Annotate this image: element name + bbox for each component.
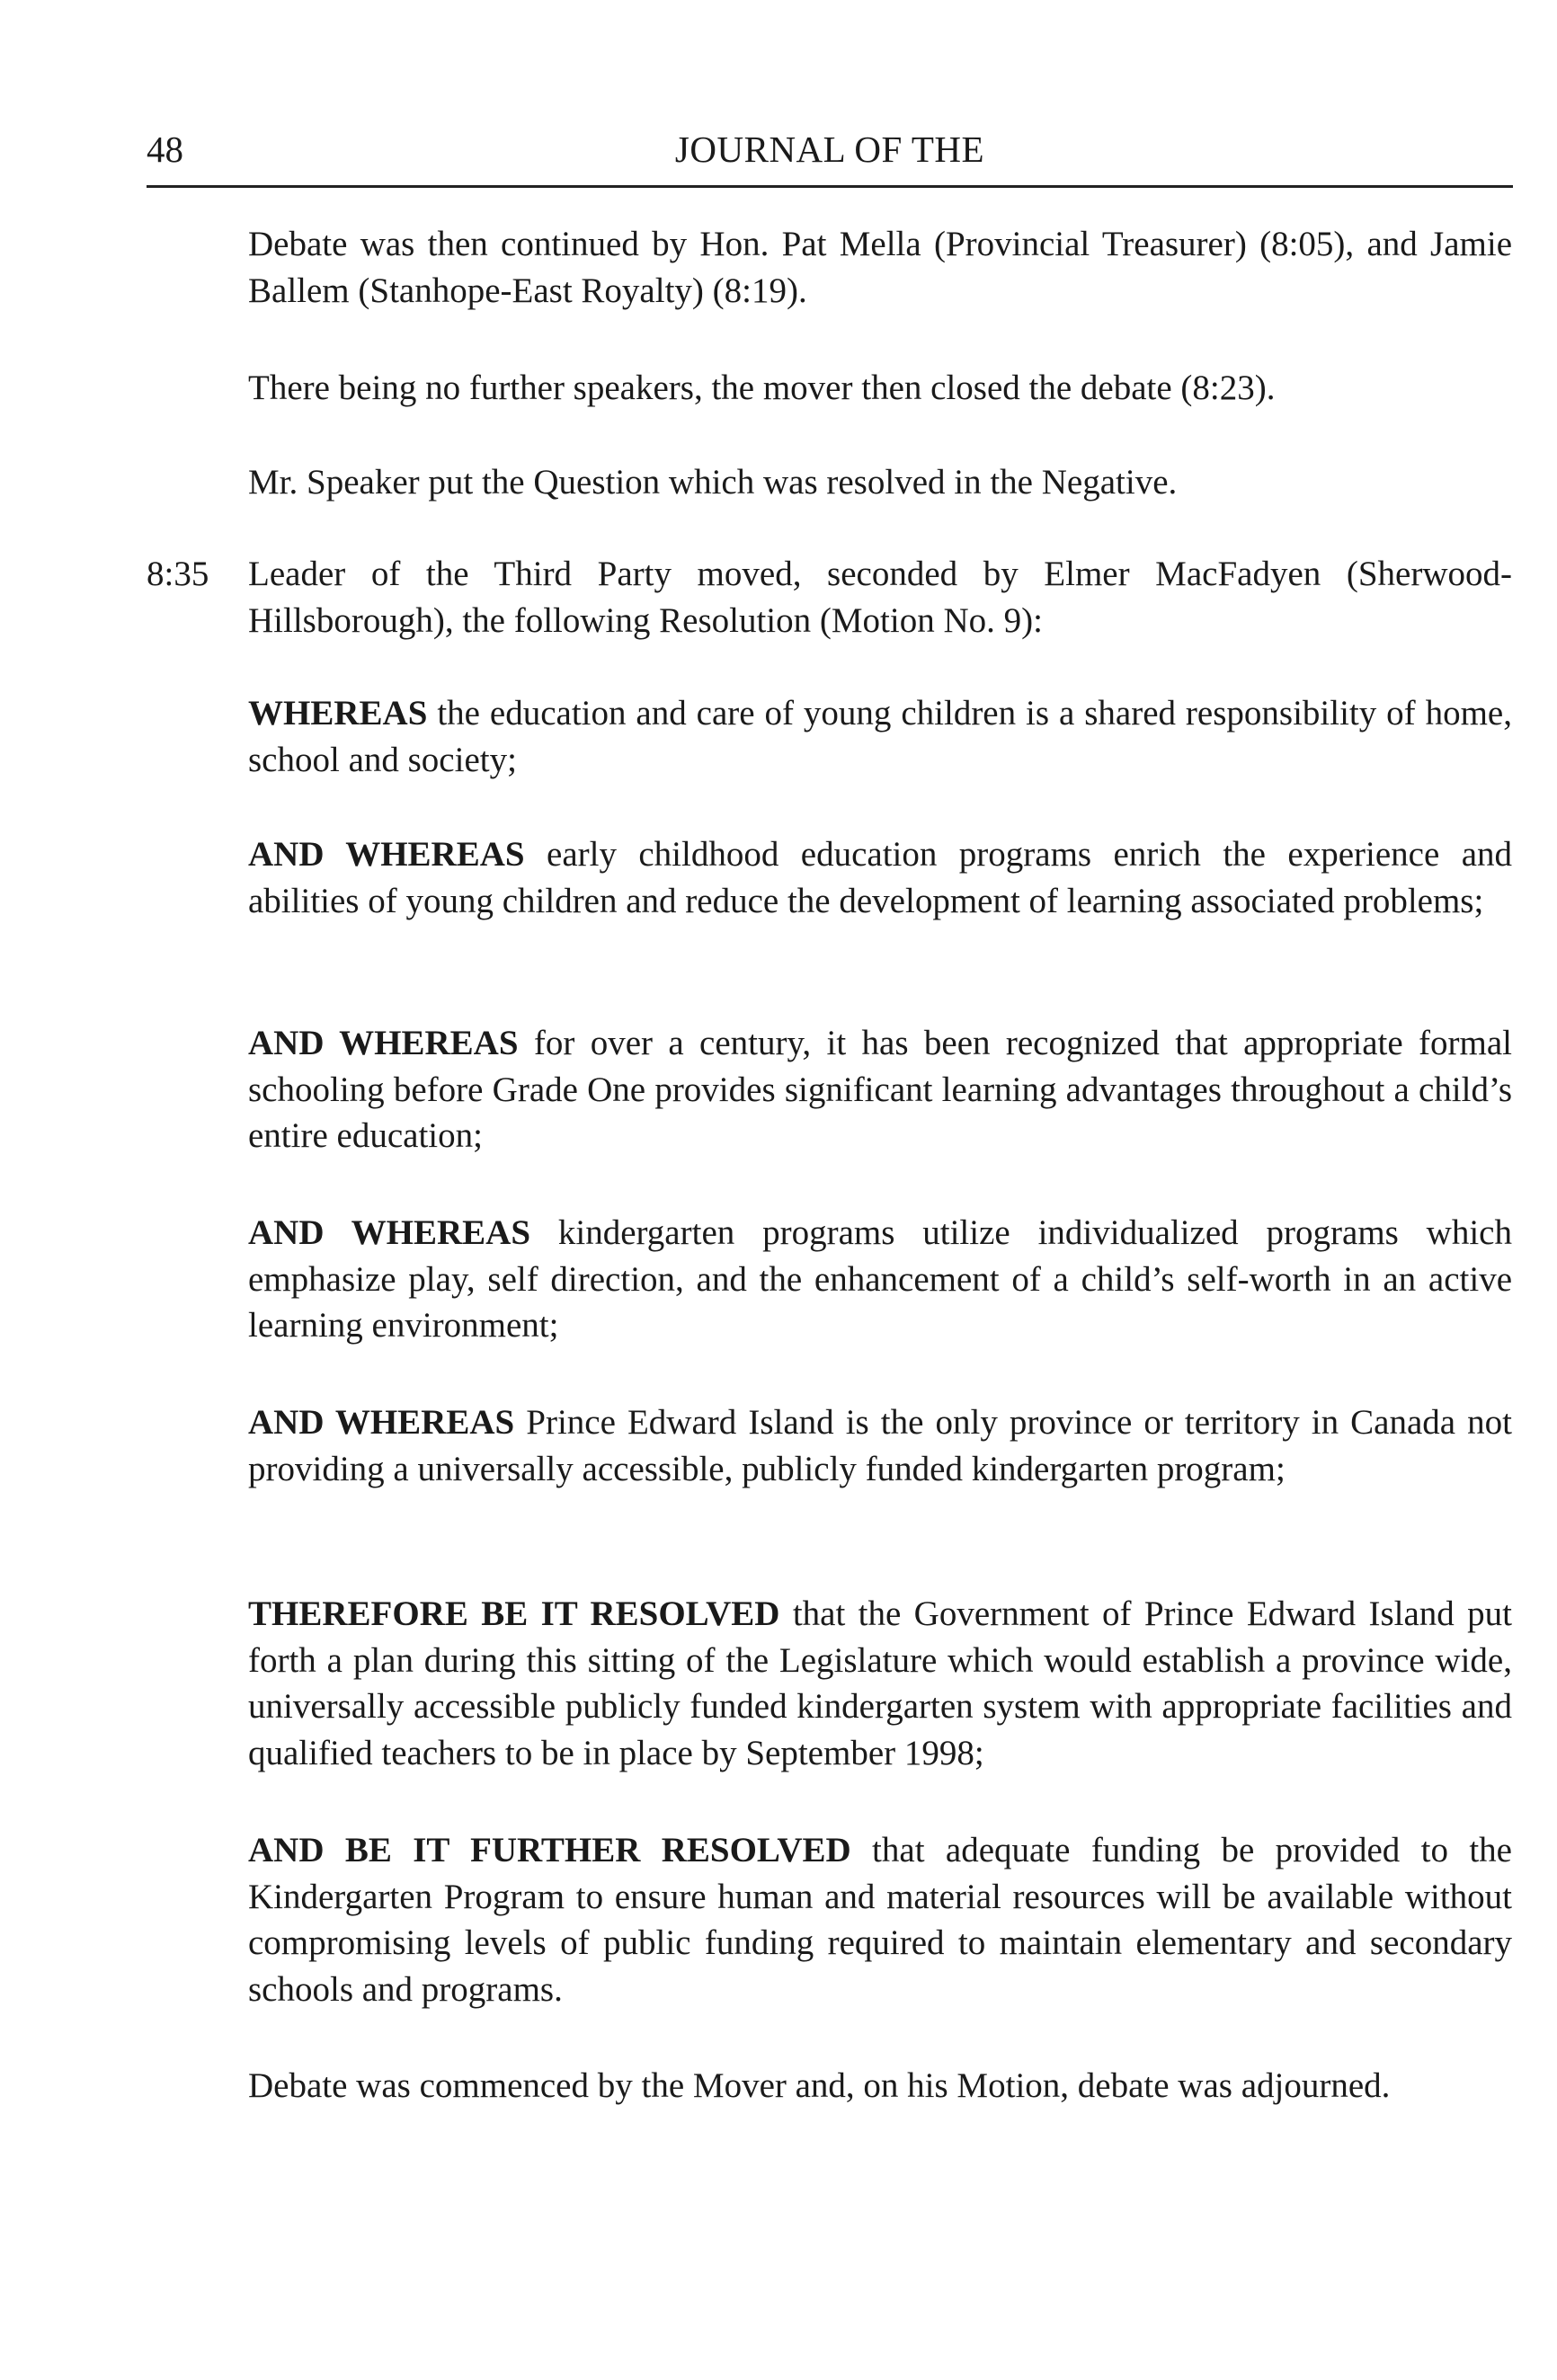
paragraph-no-further-speakers: There being no further speakers, the mover then closed the debate (8:23). [248,369,1276,407]
clause-lead: AND WHEREAS [248,1213,531,1252]
clause-text: that the Government of Prince Edward Island put forth a plan during this sitting of the Legislature which would establish a province wide, universally accessible publicly funded kindergarten system with appropriate facilities and qualified teachers to be in place by September 1998; [248,1594,1512,1772]
clause-text: Prince Edward Island is the only province or territory in Canada not providing a universally accessible, publicly funded kindergarten program; [248,1403,1512,1488]
page-header [147,122,1513,188]
clause-text: early childhood education programs enrich the experience and abilities of young children and reduce the development of learning associated problems; [248,835,1513,920]
clause-lead: AND BE IT FURTHER RESOLVED [248,1831,851,1869]
whereas-clause-1 [248,690,1512,783]
clause-lead: THEREFORE BE IT RESOLVED [248,1594,780,1633]
whereas-clause-5 [248,1399,1512,1492]
clause-lead: AND WHEREAS [248,835,525,874]
clause-text: for over a century, it has been recognized that appropriate formal schooling before Grade One provides significant learning advantages throughout a child’s entire education; [248,1024,1512,1155]
whereas-clause-3 [248,1020,1512,1159]
clause-lead: WHEREAS [248,694,428,733]
clause-lead: AND WHEREAS [248,1024,519,1062]
clause-lead: AND WHEREAS [248,1403,515,1442]
clause-text: that adequate funding be provided to the Kindergarten Program to ensure human and material resources will be available without compromising levels of public funding required to maintain elementary and secondary schools and programs. [248,1831,1512,2009]
paragraph-debate-commenced: Debate was commenced by the Mover and, on his Motion, debate was adjourned. [248,2066,1391,2105]
paragraph-motion-intro: Leader of the Third Party moved, seconded by Elmer MacFadyen (Sherwood-Hillsborough), the following Resolution (Motion No. 9): [248,555,1512,640]
clause-text: the education and care of young children is a shared responsibility of home, school and society; [248,694,1512,779]
page-number: 48 [147,129,183,170]
whereas-clause-2 [248,831,1512,924]
running-title: JOURNAL OF THE [674,129,985,170]
whereas-clause-4 [248,1210,1512,1349]
paragraph-debate-continued: Debate was then continued by Hon. Pat Mella (Provincial Treasurer) (8:05), and Jamie Ballem (Stanhope-East Royalty) (8:19). [248,225,1512,310]
paragraph-question-put: Mr. Speaker put the Question which was resolved in the Negative. [248,463,1178,502]
clause-text: kindergarten programs utilize individualized programs which emphasize play, self direction, and the enhancement of a child’s self-worth in an active learning environment; [248,1213,1512,1345]
resolved-clause-2 [248,1827,1512,2012]
margin-timestamp: 8:35 [147,555,209,593]
resolved-clause-1 [248,1591,1512,1776]
